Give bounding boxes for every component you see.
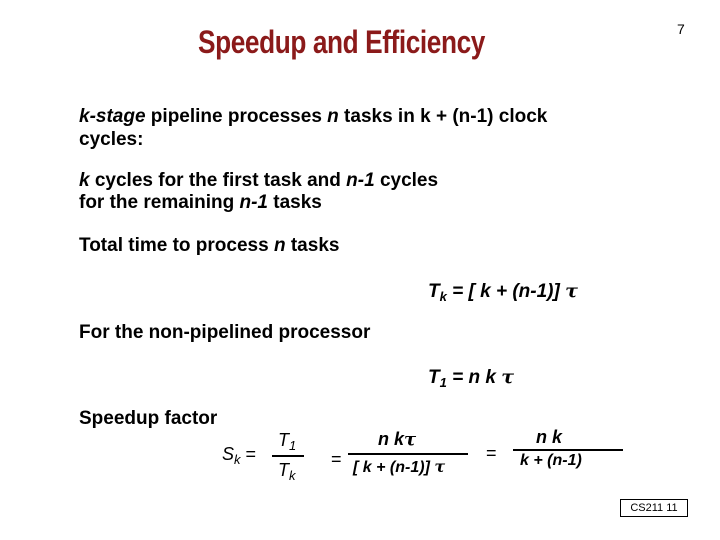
eq-t1-sub: 1 [439, 375, 447, 390]
sk-sub: k [234, 452, 241, 467]
paragraph-cycles-line2 [79, 192, 322, 214]
text-pipeline-processes: pipeline processes [145, 106, 328, 127]
fraction2-bar [348, 453, 468, 455]
text-n-minus-1: n-1 [346, 170, 375, 191]
fraction3-numerator: n k [536, 427, 563, 447]
equation-tk [428, 280, 578, 304]
tau-symbol: τ [404, 429, 417, 450]
fraction1-bar [272, 455, 304, 457]
eq-tk-lhs: T [428, 281, 440, 302]
tau-symbol: τ [501, 366, 515, 388]
eq-tk-rhs: = [ k + (n-1)] [446, 281, 566, 302]
text-n-tasks: n [273, 235, 286, 256]
text-k-stage: k-stage [79, 106, 146, 127]
fraction3-denominator: k + (n-1) [520, 452, 582, 469]
sk-equals: = [240, 444, 257, 464]
text-cycles-first: cycles for the first task and [89, 170, 347, 191]
fraction1-numerator [278, 430, 296, 453]
page-number: 7 [677, 21, 685, 37]
text-tasks-clock: tasks in k + (n-1) clock [338, 106, 548, 127]
text-for-remaining: for the remaining [79, 192, 240, 213]
speedup-label: Speedup factor [79, 408, 218, 429]
paragraph-nonpipelined: For the non-pipelined processor [79, 322, 371, 343]
tau-symbol: τ [565, 280, 578, 302]
text-n: n [327, 106, 339, 127]
footer-label: CS211 11 [620, 499, 688, 517]
equals-sign-2: = [486, 443, 497, 463]
paragraph-pipeline [79, 106, 547, 128]
fraction2-denominator [353, 457, 445, 477]
frac1-num-sub: 1 [289, 438, 297, 453]
text-k: k [79, 170, 90, 191]
paragraph-pipeline-line2: cycles: [79, 129, 144, 150]
text-cycles: cycles [374, 170, 439, 191]
eq-t1-rhs: = n k [446, 367, 502, 388]
text-total-time: Total time to process [79, 235, 274, 256]
frac1-num: T [278, 430, 289, 450]
text-tasks-end: tasks [285, 235, 340, 256]
paragraph-cycles [79, 170, 438, 192]
text-tasks: tasks [267, 192, 322, 213]
fraction2-numerator [378, 429, 416, 450]
frac2-den: [ k + (n-1)] [353, 459, 435, 476]
sk-s: S [222, 444, 235, 464]
fraction3-bar [513, 449, 623, 451]
eq-tk-sub: k [439, 289, 447, 304]
equals-sign-1: = [331, 449, 342, 469]
paragraph-total-time [79, 235, 339, 257]
tau-symbol: τ [434, 457, 446, 476]
eq-t1-lhs: T [428, 367, 440, 388]
frac1-den-sub: k [289, 468, 296, 483]
speedup-lhs [222, 444, 256, 467]
frac1-den: T [278, 460, 289, 480]
text-n-minus-1-b: n-1 [239, 192, 268, 213]
fraction1-denominator [278, 460, 296, 483]
frac2-num: n k [378, 429, 405, 449]
slide-title: Speedup and Efficiency [198, 24, 485, 60]
equation-t1 [428, 366, 514, 390]
